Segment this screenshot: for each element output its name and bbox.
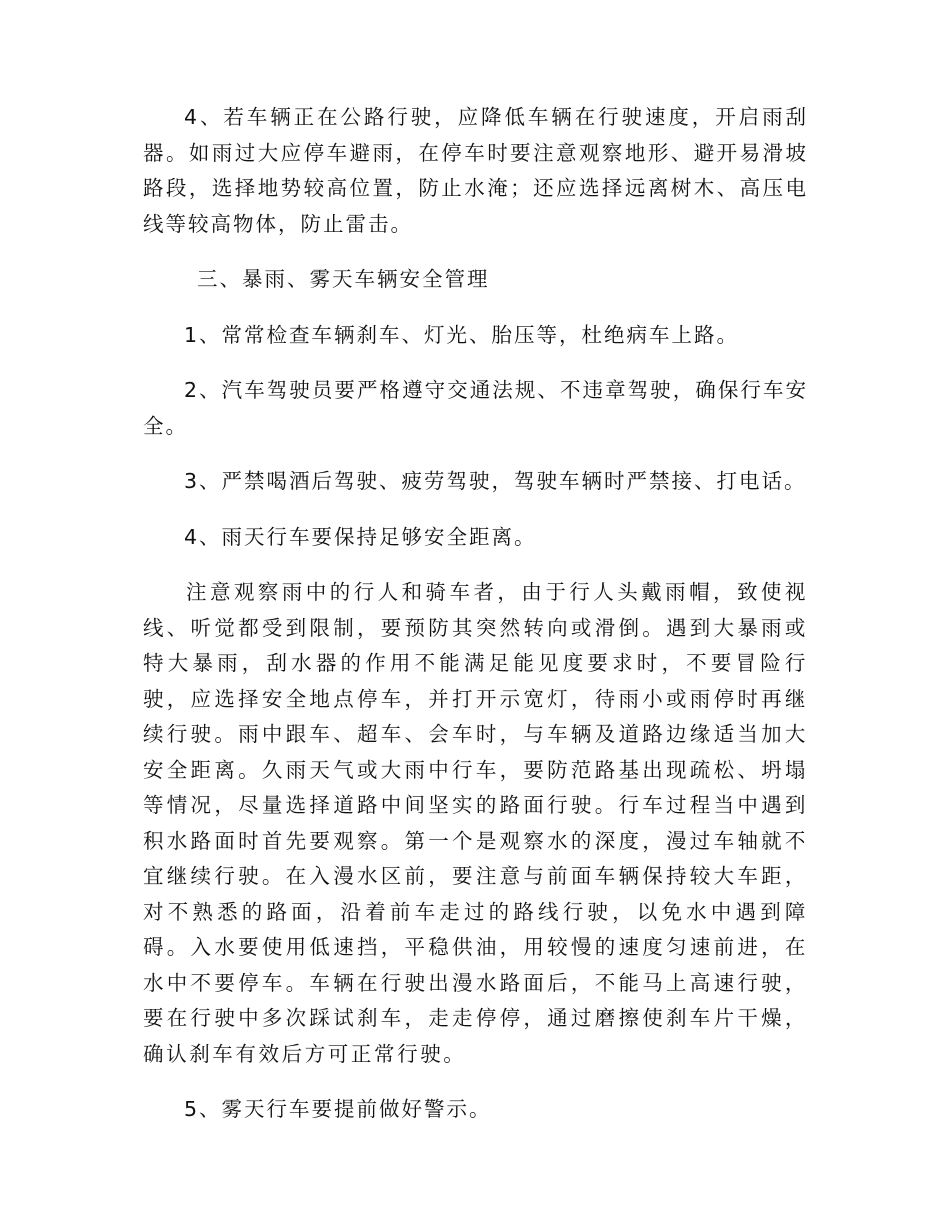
- paragraph-item-5: 5、雾天行车要提前做好警示。: [184, 1097, 492, 1121]
- paragraph-rainy-driving-4: 4、若车辆正在公路行驶，应降低车辆在行驶速度，开启雨刮器。如雨过大应停车避雨，在停车时要注意观察地形、避开易滑坡路段，选择地势较高位置，防止水淹；还应选择远离树木、高压电线等较高物体，防止雷击。: [143, 105, 808, 236]
- paragraph-item-1: 1、常常检查车辆刹车、灯光、胎压等，杜绝病车上路。: [184, 322, 740, 347]
- paragraph-rain-driving-details: 注意观察雨中的行人和骑车者，由于行人头戴雨帽，致使视线、听觉都受到限制，要预防其突然转向或滑倒。遇到大暴雨或特大暴雨，刮水器的作用不能满足能见度要求时，不要冒险行驶，应选择安全地点停车，并打开示宽灯，待雨小或雨停时再继续行驶。雨中跟车、超车、会车时，与车辆及道路边缘适当加大安全距离。久雨天气或大雨中行车，要防范路基出现疏松、坍塌等情况，尽量选择道路中间坚实的路面行驶。行车过程当中遇到积水路面时首先要观察。第一个是观察水的深度，漫过车轴就不宜继续行驶。在入漫水区前，要注意与前面车辆保持较大车距，对不熟悉的路面，沿着前车走过的路线行驶，以免水中遇到障碍。入水要使用低速挡，平稳供油，用较慢的速度匀速前进，在水中不要停车。车辆在行驶出漫水路面后，不能马上高速行驶，要在行驶中多次踩试刹车，走走停停，通过磨擦使刹车片干燥，确认刹车有效后方可正常行驶。: [143, 580, 808, 1066]
- section-heading-storm-fog-safety: 三、暴雨、雾天车辆安全管理: [197, 267, 490, 291]
- document-body: [143, 100, 808, 1148]
- paragraph-item-2: 2、汽车驾驶员要严格遵守交通法规、不违章驾驶，确保行车安全。: [143, 378, 808, 438]
- paragraph-item-3: 3、严禁喝酒后驾驶、疲劳驾驶，驾驶车辆时严禁接、打电话。: [184, 469, 807, 493]
- paragraph-item-4: 4、雨天行车要保持足够安全距离。: [184, 524, 537, 549]
